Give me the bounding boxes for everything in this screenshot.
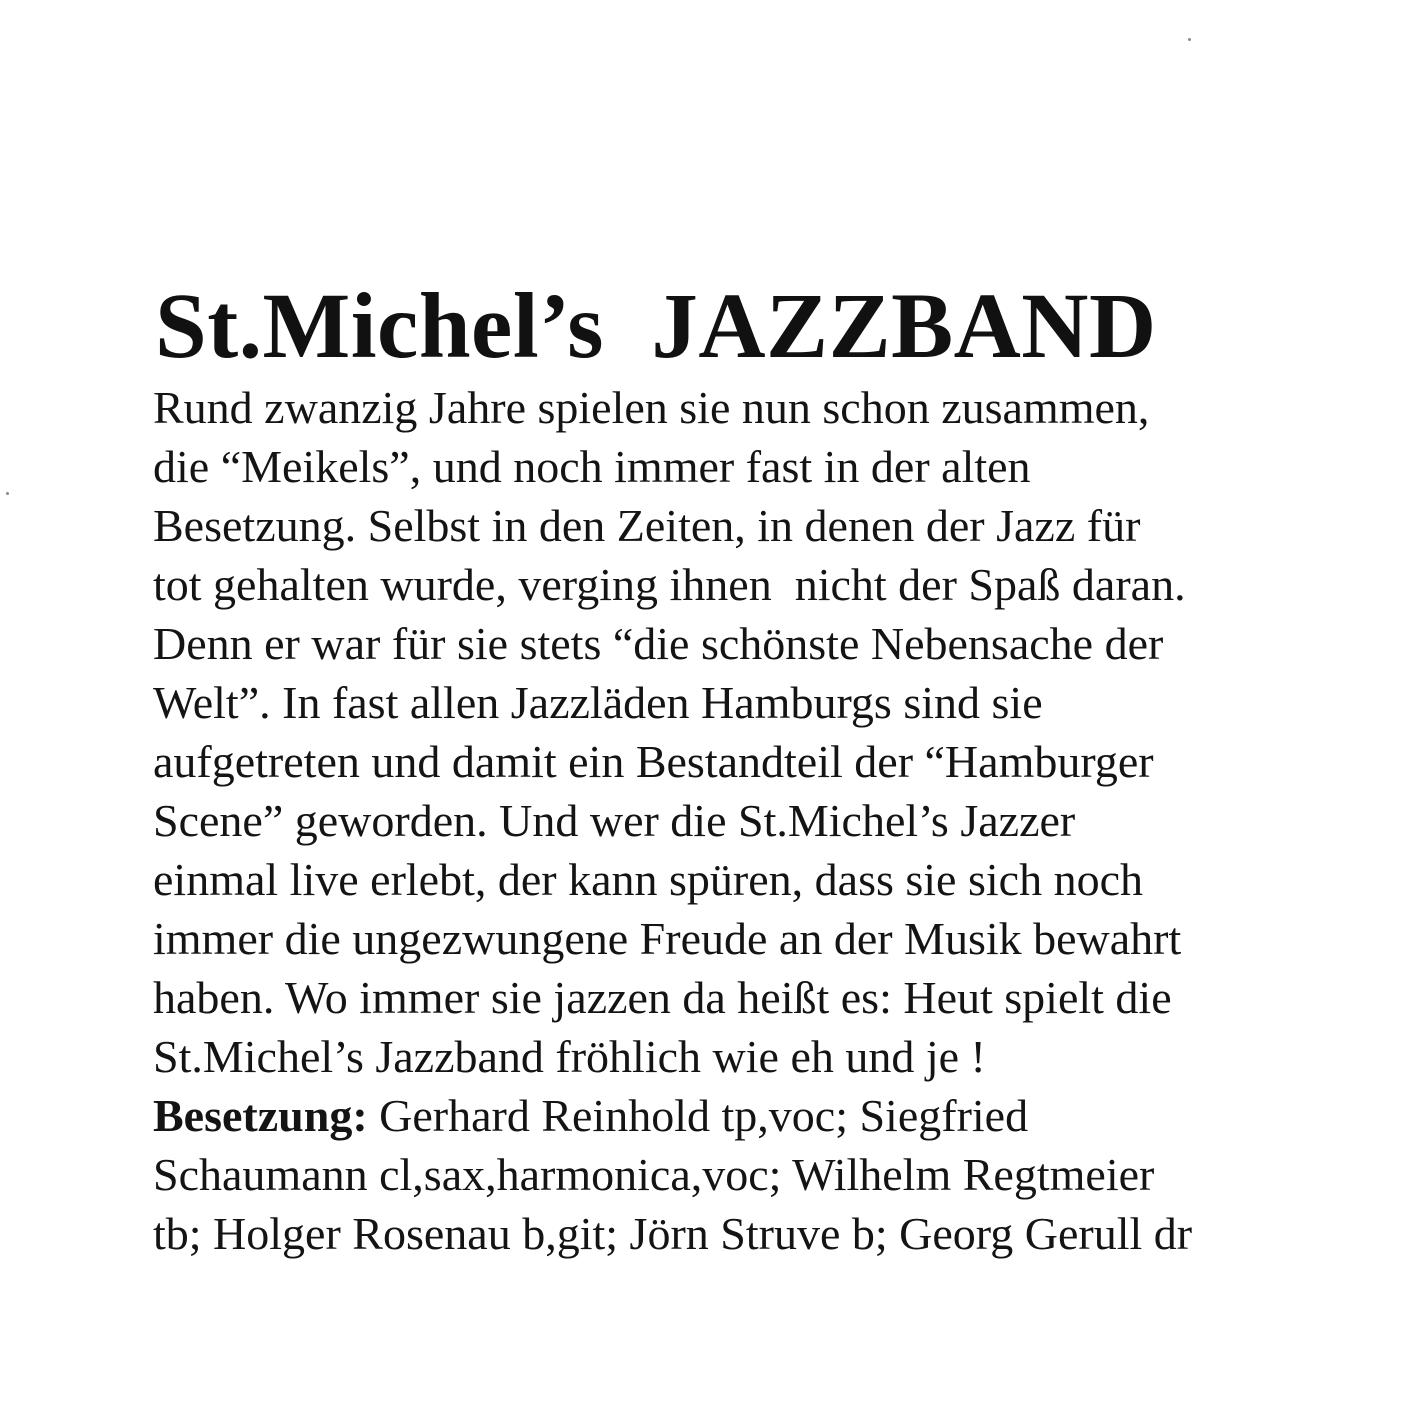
paragraph-line: tot gehalten wurde, verging ihnen nicht der Spaß daran. xyxy=(153,559,1186,610)
paragraph-line: die “Meikels”, und noch immer fast in der alten xyxy=(153,441,1031,492)
lineup-line xyxy=(153,1086,1403,1145)
scan-speck xyxy=(6,492,9,495)
paragraph-line: Welt”. In fast allen Jazzläden Hamburgs sind sie xyxy=(153,677,1043,728)
scan-speck xyxy=(1188,38,1191,41)
paragraph-line: immer die ungezwungene Freude an der Musik bewahrt xyxy=(153,913,1182,964)
paragraph-line: aufgetreten und damit ein Bestandteil der “Hamburger xyxy=(153,736,1154,787)
document-title: St.Michel’s JAZZBAND xyxy=(155,275,1157,378)
paragraph-line: einmal live erlebt, der kann spüren, dass sie sich noch xyxy=(153,854,1143,905)
lineup-text: Gerhard Reinhold tp,voc; Siegfried xyxy=(367,1090,1029,1141)
paragraph-line: Scene” geworden. Und wer die St.Michel’s Jazzer xyxy=(153,795,1076,846)
paragraph-line: haben. Wo immer sie jazzen da heißt es: Heut spielt die xyxy=(153,972,1172,1023)
paragraph-line: Besetzung. Selbst in den Zeiten, in denen der Jazz für xyxy=(153,500,1141,551)
paragraph-line: Denn er war für sie stets “die schönste Nebensache der xyxy=(153,618,1164,669)
lineup-line: Schaumann cl,sax,harmonica,voc; Wilhelm Regtmeier xyxy=(153,1149,1155,1200)
paragraph-line: St.Michel’s Jazzband fröhlich wie eh und je ! xyxy=(153,1031,986,1082)
lineup-line: tb; Holger Rosenau b,git; Jörn Struve b; Georg Gerull dr xyxy=(153,1208,1193,1259)
lineup-label: Besetzung: xyxy=(153,1090,368,1141)
paragraph-line: Rund zwanzig Jahre spielen sie nun schon zusammen, xyxy=(153,382,1150,433)
document-body xyxy=(153,378,1403,1263)
